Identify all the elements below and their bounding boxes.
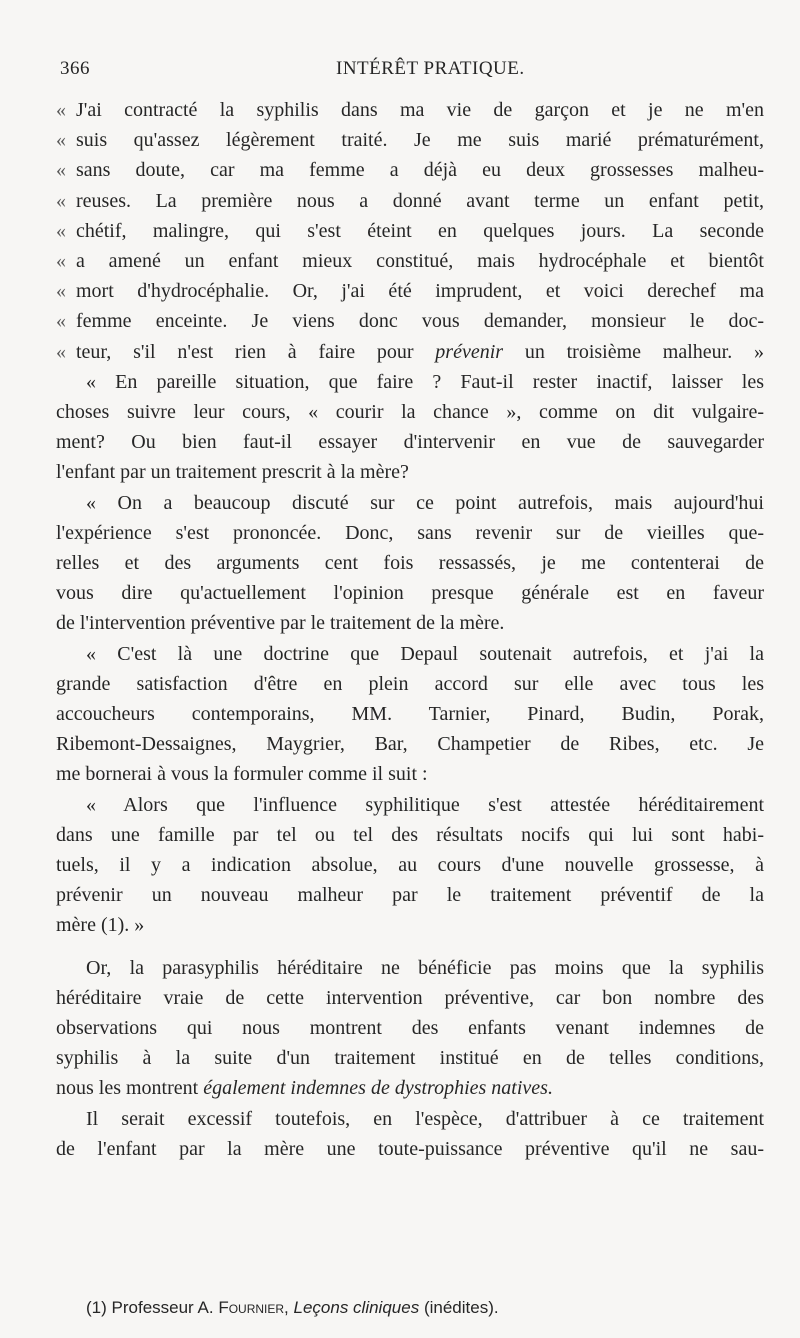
text-line [56,983,764,1013]
text-line [56,608,764,638]
line-text: dans une famille par tel ou tel des résultats nocifs qui lui sont habi- [56,823,764,846]
text-line [56,397,764,427]
text-line [56,518,764,548]
line-text: femme enceinte. Je viens donc vous demander, monsieur le doc- [76,310,764,333]
quote-mark: « [56,159,66,182]
line-text: prévenir un nouveau malheur par le traitement préventif de la [56,884,764,907]
text-line [56,1073,764,1103]
page-number: 366 [60,58,90,79]
line-text: suis qu'assez légèrement traité. Je me suis marié prématurément, [76,129,764,152]
text-line [56,155,764,185]
line-text: « Alors que l'influence syphilitique s'est attestée héréditairement [86,793,764,816]
line-text: Ribemont-Dessaignes, Maygrier, Bar, Champetier de Ribes, etc. Je [56,733,764,756]
line-text: ment? Ou bien faut-il essayer d'intervenir en vue de sauvegarder [56,431,764,454]
line-text: sans doute, car ma femme a déjà eu deux grossesses malheu- [76,159,764,182]
line-text: mort d'hydrocéphalie. Or, j'ai été imprudent, et voici derechef ma [76,280,764,303]
text-line [56,1043,764,1073]
text-line [86,488,764,518]
line-text: un troisième malheur. » [503,340,765,363]
text-line [56,548,764,578]
line-text: « En pareille situation, que faire ? Faut-il rester inactif, laisser les [86,370,764,393]
text-line [86,790,764,820]
text-line [56,759,764,789]
quote-mark: « [56,129,66,152]
text-line [56,306,764,336]
footnote-mark: (1) [86,1298,107,1317]
text-line [56,729,764,759]
line-text: accoucheurs contemporains, MM. Tarnier, Pinard, Budin, Porak, [56,703,764,725]
text-line [56,820,764,850]
running-header [60,58,760,82]
line-text: « On a beaucoup discuté sur ce point autrefois, mais aujourd'hui [86,491,764,514]
line-text: relles et des arguments cent fois ressassés, je me contenterai de [56,552,764,574]
line-text: héréditaire vraie de cette intervention préventive, car bon nombre des [56,986,764,1009]
line-text: chétif, malingre, qui s'est éteint en quelques jours. La seconde [76,219,764,242]
line-text: syphilis à la suite d'un traitement institué en de telles conditions, [56,1047,764,1070]
line-text: nous les montrent [56,1077,204,1100]
footnote-work-title: Leçons cliniques [293,1298,420,1317]
text-line [56,669,764,699]
quote-mark: « [56,99,66,121]
text-line [56,216,764,246]
line-text: tuels, il y a indication absolue, au cours d'une nouvelle grossesse, à [56,854,764,876]
quote-mark: « [56,250,66,272]
text-line [86,367,764,397]
line-text: choses suivre leur cours, « courir la chance », comme on dit vulgaire- [56,401,764,423]
text-line [56,699,764,729]
line-text: l'enfant par un traitement prescrit à la mère? [56,461,409,484]
quote-mark: « [56,340,66,363]
line-text: vous dire qu'actuellement l'opinion presque générale est en faveur [56,582,764,605]
line-text: grande satisfaction d'être en plein accord sur elle avec tous les [56,672,764,695]
text-line [56,246,764,276]
line-text: l'expérience s'est prononcée. Donc, sans revenir sur de vieilles que- [56,521,764,544]
line-text: a amené un enfant mieux constitué, mais hydrocéphale et bientôt [76,250,764,272]
text-line [56,910,764,940]
text-line [56,337,764,367]
quote-mark: « [56,219,66,242]
text-line [56,276,764,306]
line-text: mère (1). » [56,914,145,937]
text-line [56,1134,764,1164]
text-line [56,850,764,880]
footnote-note: (inédites). [423,1298,499,1317]
text-line [56,125,764,155]
footnote-author-name: Fournier, [218,1298,289,1317]
line-text: de l'enfant par la mère une toute-puissance préventive qu'il ne sau- [56,1137,764,1160]
text-line [56,427,764,457]
line-text: Il serait excessif toutefois, en l'espèce, d'attribuer à ce traitement [86,1107,764,1130]
emphasis-text: également indemnes de dystrophies natives. [203,1077,553,1100]
line-text: observations qui nous montrent des enfants venant indemnes de [56,1017,764,1039]
line-text: teur, s'il n'est rien à faire pour [76,340,436,363]
line-text: « C'est là une doctrine que Depaul soutenait autrefois, et j'ai la [86,642,764,665]
quote-mark: « [56,280,66,303]
text-line [86,639,764,669]
text-line [56,880,764,910]
quote-mark: « [56,310,66,333]
line-text: reuses. La première nous a donné avant terme un enfant petit, [76,189,764,212]
footnote [86,1298,499,1318]
line-text: me bornerai à vous la formuler comme il suit : [56,763,428,786]
line-text: Or, la parasyphilis héréditaire ne bénéficie pas moins que la syphilis [86,956,764,979]
text-line [56,457,764,487]
line-text: de l'intervention préventive par le traitement de la mère. [56,612,505,635]
running-title: INTÉRÊT PRATIQUE. [336,58,525,79]
text-line [56,186,764,216]
quote-mark: « [56,189,66,212]
text-line [86,1104,764,1134]
footnote-author-prefix: Professeur A. [111,1298,214,1317]
line-text: J'ai contracté la syphilis dans ma vie de garçon et je ne m'en [76,99,764,121]
emphasis-text: prévenir [435,340,504,363]
text-line [56,578,764,608]
text-line [56,1013,764,1043]
text-line [86,953,764,983]
text-line [56,95,764,125]
